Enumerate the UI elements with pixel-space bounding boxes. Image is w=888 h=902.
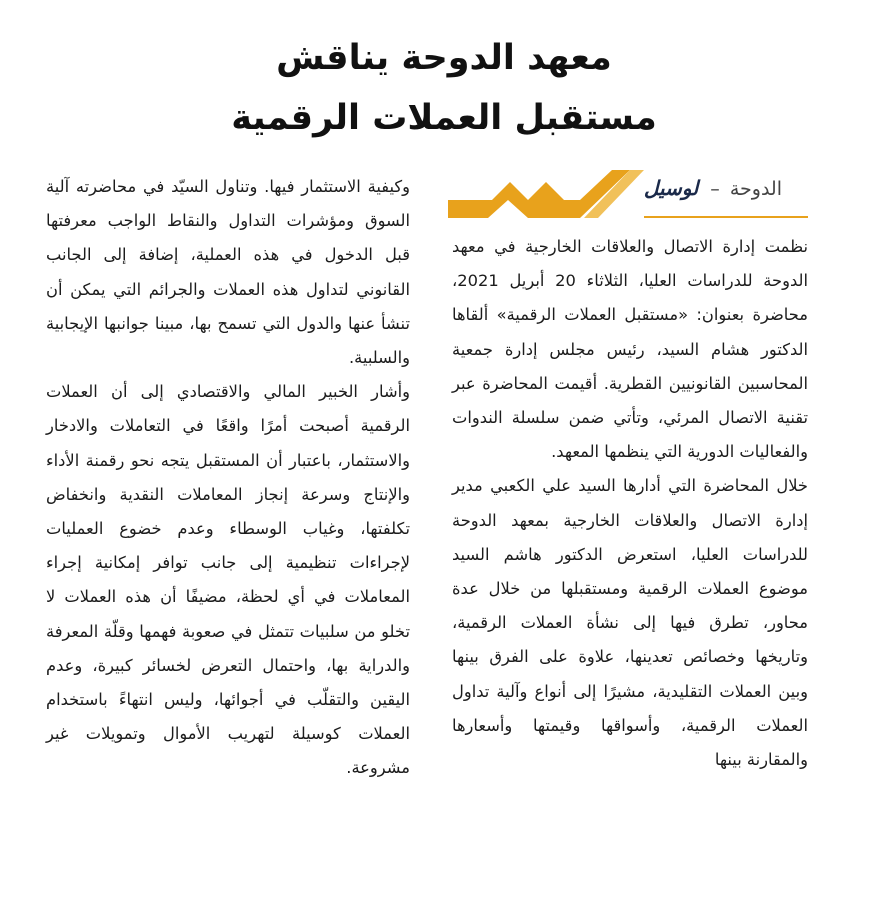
byline xyxy=(448,166,808,222)
byline-city: الدوحة xyxy=(729,178,782,200)
right-column xyxy=(452,230,808,777)
byline-text xyxy=(644,176,782,200)
headline xyxy=(0,28,888,148)
left-column xyxy=(46,170,410,786)
right-column-paragraph-1: نظمت إدارة الاتصال والعلاقات الخارجية في معهد الدوحة للدراسات العليا، الثلاثاء 20 أبريل 2021، محاضرة بعنوان: «مستقبل العملات الرقمية» ألقاها الدكتور هشام السيد، رئيس مجلس إدارة جمعية المحاسبين القانونيين القطرية. أقيمت المحاضرة عبر تقنية الاتصال المرئي، وتأتي ضمن سلسلة الندوات والفعاليات الدورية التي ينظمها المعهد. xyxy=(452,237,808,462)
right-column-paragraph-2: خلال المحاضرة التي أدارها السيد علي الكعبي مدير إدارة الاتصال والعلاقات الخارجية بمعهد الدوحة للدراسات العليا، استعرض الدكتور هاشم السيد موضوع العملات الرقمية ومستقبلها من خلال عدة محاور، تطرق فيها إلى نشأة العملات الرقمية، وتاريخها وخصائص تعدينها، علاوة على الفرق بينها وبين العملات التقليدية، مشيرًا إلى أنواع وآلية تداول العملات الرقمية، وأسواقها وقيمتها وأسعارها والمقارنة بينها xyxy=(452,476,808,770)
headline-line-2: مستقبل العملات الرقمية xyxy=(231,98,657,138)
byline-separator: – xyxy=(710,178,720,200)
headline-line-1: معهد الدوحة يناقش xyxy=(276,38,612,78)
byline-brand: لوسيل xyxy=(643,176,699,200)
left-column-paragraph-2: وأشار الخبير المالي والاقتصادي إلى أن العملات الرقمية أصبحت أمرًا واقعًا في التعاملات والادخار والاستثمار، باعتبار أن المستقبل يتجه نحو رقمنة الأداء والإنتاج وسرعة إنجاز المعاملات النقدية وانخفاض تكلفتها، وغياب الوسطاء وعدم خضوع العمليات لإجراءات تنظيمية إلى جانب توافر إمكانية إجراء المعاملات في أي لحظة، مضيفًا أن هذه العملات لا تخلو من سلبيات تتمثل في صعوبة فهمها وقلّة المعرفة والدراية بها، واحتمال التعرض لخسائر كبيرة، وعدم اليقين والتقلّب في أجوائها، وليس انتهاءً باستخدام العملات كوسيلة لتهريب الأموال وتمويلات غير مشروعة. xyxy=(46,382,410,778)
left-column-paragraph-1: وكيفية الاستثمار فيها. وتناول السيّد في محاضرته آلية السوق ومؤشرات التداول والنقاط الواجب معرفتها قبل الدخول في هذه العملية، إضافة إلى الجانب القانوني لتداول هذه العملات والجرائم التي يمكن أن تنشأ عنها والدول التي تسمح بها، مبينا جوانبها الإيجابية والسلبية. xyxy=(46,177,410,368)
